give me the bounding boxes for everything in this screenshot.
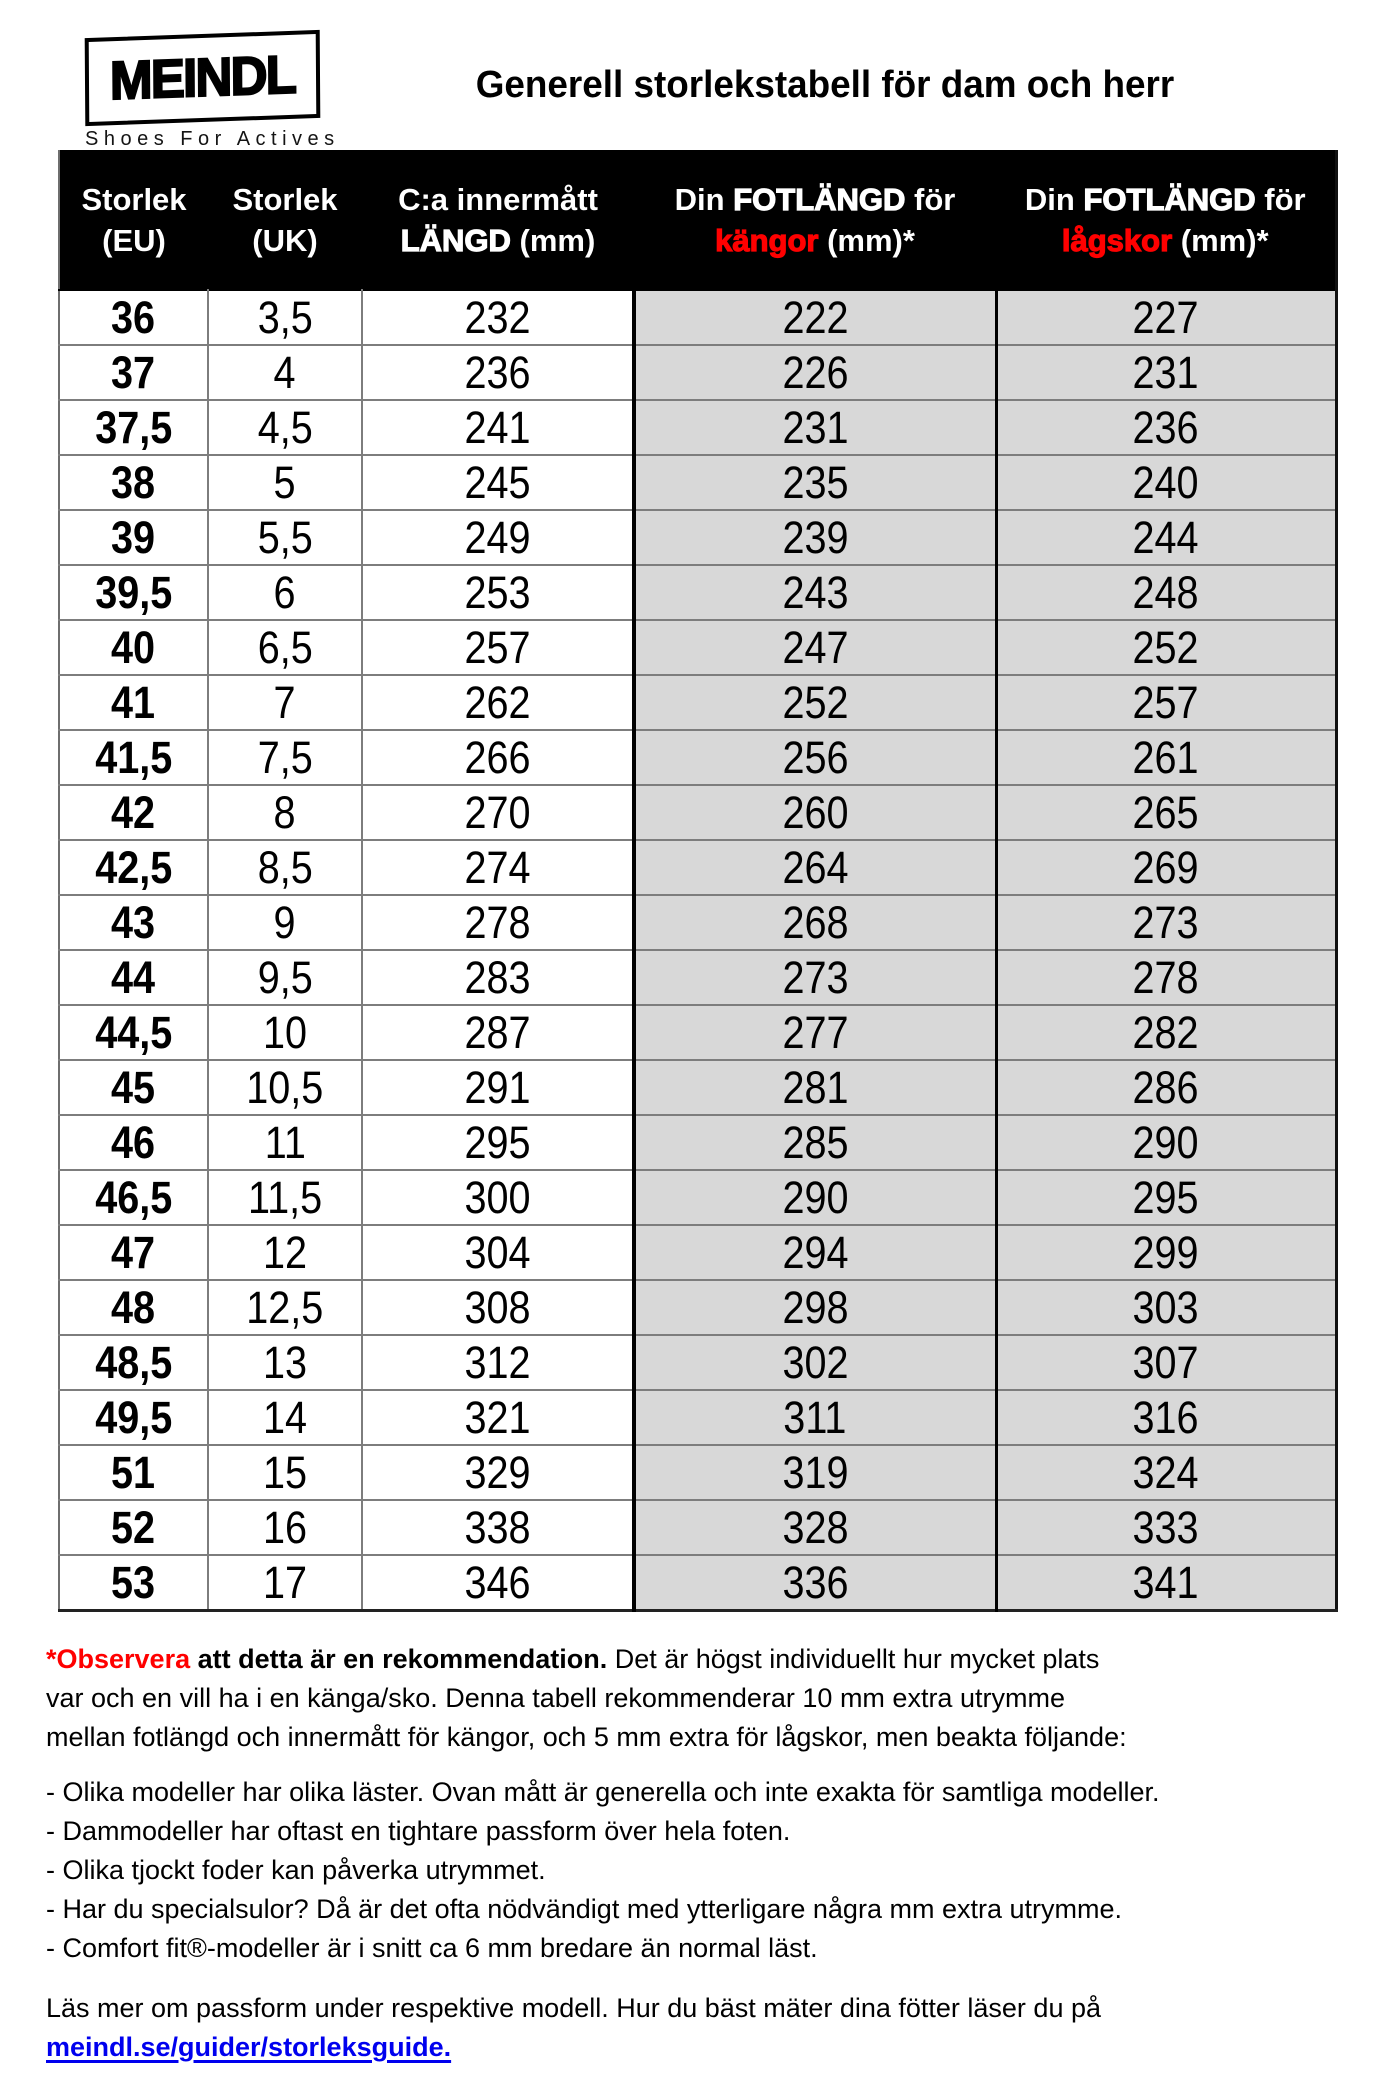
cell-uk: 15 [208,1445,362,1500]
cell-uk: 17 [208,1555,362,1610]
bullet-item: - Olika modeller har olika läster. Ovan mått är generella och inte exakta för samtliga modeller. [46,1777,1160,1807]
cell-len: 346 [362,1555,634,1610]
cell-eu: 42,5 [59,840,208,895]
header-boot-post: för [905,181,956,217]
header-len-bold: LÄNGD [400,222,511,258]
header-shoe-pre: Din [1024,181,1084,217]
storleksguide-link[interactable]: meindl.se/guider/storleksguide. [46,2032,452,2062]
header-uk-line2: (UK) [252,222,318,258]
cell-uk: 12 [208,1225,362,1280]
cell-uk: 9,5 [208,950,362,1005]
header-boot-line1 [634,181,996,217]
cell-len: 241 [362,400,634,455]
page-title: Generell storlekstabell för dam och herr [475,64,1175,106]
cell-boot: 285 [634,1115,996,1170]
note-paragraph [46,1640,1366,1757]
col-header-footlength-shoes [996,150,1336,290]
cell-shoe: 307 [996,1335,1336,1390]
cell-uk: 7 [208,675,362,730]
bullet-item: - Comfort fit®-modeller är i snitt ca 6 mm bredare än normal läst. [46,1933,818,1963]
cell-boot: 239 [634,510,996,565]
cell-len: 253 [362,565,634,620]
cell-shoe: 324 [996,1445,1336,1500]
brand-tagline: Shoes For Actives [85,128,340,150]
cell-eu: 39,5 [59,565,208,620]
cell-shoe: 248 [996,565,1336,620]
cell-shoe: 227 [996,290,1336,345]
meindl-logo [85,30,321,126]
cell-uk: 16 [208,1500,362,1555]
cell-uk: 6,5 [208,620,362,675]
table-row [59,675,1336,730]
cell-boot: 273 [634,950,996,1005]
cell-uk: 11,5 [208,1170,362,1225]
cell-shoe: 257 [996,675,1336,730]
header-boot-pre: Din [674,181,734,217]
cell-boot: 231 [634,400,996,455]
cell-eu: 46 [59,1115,208,1170]
table-row [59,1225,1336,1280]
cell-boot: 319 [634,1445,996,1500]
cell-boot: 311 [634,1390,996,1445]
cell-len: 249 [362,510,634,565]
header-eu-line1: Storlek [81,181,187,217]
table-row [59,785,1336,840]
cell-shoe: 252 [996,620,1336,675]
cell-boot: 336 [634,1555,996,1610]
bullet-list [46,1773,1366,1968]
cell-eu: 45 [59,1060,208,1115]
cell-uk: 8,5 [208,840,362,895]
table-header [59,150,1336,290]
footnote [46,1640,1366,2067]
cell-boot: 302 [634,1335,996,1390]
header-len-unit: (mm) [510,222,596,258]
header-len-line2 [362,222,634,258]
col-header-uk [208,150,362,290]
cell-eu: 41 [59,675,208,730]
header-row [59,150,1336,290]
table-row [59,1005,1336,1060]
header-shoe-red-word: lågskor [1061,222,1173,258]
cell-eu: 52 [59,1500,208,1555]
cell-len: 300 [362,1170,634,1225]
col-header-footlength-boots [634,150,996,290]
cell-uk: 10 [208,1005,362,1060]
cell-eu: 36 [59,290,208,345]
cell-eu: 48,5 [59,1335,208,1390]
cell-eu: 38 [59,455,208,510]
cell-boot: 256 [634,730,996,785]
table-row [59,1060,1336,1115]
cell-eu: 43 [59,895,208,950]
cell-shoe: 282 [996,1005,1336,1060]
cell-boot: 226 [634,345,996,400]
header-boot-red-word: kängor [715,222,819,258]
cell-shoe: 303 [996,1280,1336,1335]
cell-len: 262 [362,675,634,730]
table-row [59,565,1336,620]
cell-eu: 40 [59,620,208,675]
note-bold-text: att detta är en rekommendation. [190,1644,608,1674]
closing-line: Läs mer om passform under respektive modell. Hur du bäst mäter dina fötter läser du på [46,1993,1101,2023]
cell-len: 232 [362,290,634,345]
cell-uk: 10,5 [208,1060,362,1115]
bullet-item: - Dammodeller har oftast en tightare passform över hela foten. [46,1816,791,1846]
table-row [59,840,1336,895]
table-row [59,455,1336,510]
table-row [59,1115,1336,1170]
header-shoe-bold: FOTLÄNGD [1083,181,1256,217]
header-boot-line2 [634,222,996,258]
header-uk-line1: Storlek [232,181,338,217]
cell-boot: 294 [634,1225,996,1280]
header-shoe-line1 [996,181,1335,217]
table-row [59,620,1336,675]
cell-uk: 7,5 [208,730,362,785]
cell-boot: 247 [634,620,996,675]
cell-eu: 37 [59,345,208,400]
cell-boot: 235 [634,455,996,510]
cell-len: 270 [362,785,634,840]
cell-shoe: 341 [996,1555,1336,1610]
cell-shoe: 316 [996,1390,1336,1445]
cell-shoe: 240 [996,455,1336,510]
cell-eu: 44,5 [59,1005,208,1060]
cell-eu: 53 [59,1555,208,1610]
bullet-item: - Har du specialsulor? Då är det ofta nödvändigt med ytterligare några mm extra utrymme. [46,1894,1122,1924]
table-body [59,290,1336,1610]
cell-eu: 39 [59,510,208,565]
header-boot-unit: (mm)* [818,222,915,258]
cell-len: 295 [362,1115,634,1170]
cell-eu: 42 [59,785,208,840]
note-line-2: var och en vill ha i en känga/sko. Denna tabell rekommenderar 10 mm extra utrymme [46,1683,1065,1713]
note-line-1 [46,1640,1366,1679]
cell-uk: 3,5 [208,290,362,345]
cell-uk: 6 [208,565,362,620]
cell-shoe: 299 [996,1225,1336,1280]
cell-boot: 264 [634,840,996,895]
cell-len: 257 [362,620,634,675]
cell-shoe: 265 [996,785,1336,840]
table-row [59,1335,1336,1390]
cell-boot: 298 [634,1280,996,1335]
cell-len: 304 [362,1225,634,1280]
cell-eu: 46,5 [59,1170,208,1225]
cell-shoe: 261 [996,730,1336,785]
cell-shoe: 278 [996,950,1336,1005]
cell-len: 312 [362,1335,634,1390]
cell-boot: 260 [634,785,996,840]
cell-shoe: 295 [996,1170,1336,1225]
cell-shoe: 290 [996,1115,1336,1170]
cell-boot: 252 [634,675,996,730]
bullet-item: - Olika tjockt foder kan påverka utrymmet. [46,1855,546,1885]
cell-boot: 243 [634,565,996,620]
cell-uk: 11 [208,1115,362,1170]
cell-shoe: 244 [996,510,1336,565]
cell-uk: 12,5 [208,1280,362,1335]
table-row [59,400,1336,455]
cell-eu: 37,5 [59,400,208,455]
table-row [59,730,1336,785]
cell-len: 266 [362,730,634,785]
cell-boot: 222 [634,290,996,345]
header-shoe-post: för [1255,181,1306,217]
header-shoe-unit: (mm)* [1172,222,1269,258]
cell-uk: 13 [208,1335,362,1390]
cell-len: 278 [362,895,634,950]
table-row [59,1500,1336,1555]
cell-uk: 9 [208,895,362,950]
cell-len: 236 [362,345,634,400]
table-row [59,1170,1336,1225]
cell-uk: 14 [208,1390,362,1445]
cell-shoe: 333 [996,1500,1336,1555]
cell-len: 338 [362,1500,634,1555]
header-eu-line2: (EU) [102,222,166,258]
closing-text [46,1989,1366,2067]
cell-eu: 48 [59,1280,208,1335]
table-row [59,1555,1336,1610]
table-row [59,290,1336,345]
cell-shoe: 269 [996,840,1336,895]
cell-len: 321 [362,1390,634,1445]
cell-uk: 5,5 [208,510,362,565]
cell-boot: 290 [634,1170,996,1225]
cell-eu: 47 [59,1225,208,1280]
cell-shoe: 236 [996,400,1336,455]
cell-eu: 51 [59,1445,208,1500]
cell-shoe: 231 [996,345,1336,400]
cell-boot: 268 [634,895,996,950]
table-row [59,895,1336,950]
col-header-eu [59,150,208,290]
cell-eu: 41,5 [59,730,208,785]
cell-len: 283 [362,950,634,1005]
table-row [59,345,1336,400]
cell-boot: 281 [634,1060,996,1115]
cell-len: 287 [362,1005,634,1060]
cell-uk: 4,5 [208,400,362,455]
cell-uk: 8 [208,785,362,840]
table-row [59,1390,1336,1445]
cell-len: 308 [362,1280,634,1335]
cell-eu: 44 [59,950,208,1005]
size-table [58,150,1338,1612]
cell-boot: 328 [634,1500,996,1555]
cell-boot: 277 [634,1005,996,1060]
cell-uk: 5 [208,455,362,510]
cell-len: 291 [362,1060,634,1115]
brand-logo-text: MEINDL [109,44,296,112]
header-len-line1: C:a innermått [398,181,598,217]
header-boot-bold: FOTLÄNGD [733,181,906,217]
cell-len: 274 [362,840,634,895]
observera-highlight: *Observera [46,1644,191,1674]
table-row [59,950,1336,1005]
table-row [59,510,1336,565]
header-shoe-line2 [996,222,1335,258]
table-row [59,1445,1336,1500]
cell-len: 329 [362,1445,634,1500]
cell-shoe: 286 [996,1060,1336,1115]
cell-eu: 49,5 [59,1390,208,1445]
table-row [59,1280,1336,1335]
note-rest-text: Det är högst individuellt hur mycket plats [607,1644,1100,1674]
cell-shoe: 273 [996,895,1336,950]
col-header-inner-length [362,150,634,290]
cell-len: 245 [362,455,634,510]
cell-uk: 4 [208,345,362,400]
note-line-3: mellan fotlängd och innermått för kängor, och 5 mm extra för lågskor, men beakta följande: [46,1722,1127,1752]
